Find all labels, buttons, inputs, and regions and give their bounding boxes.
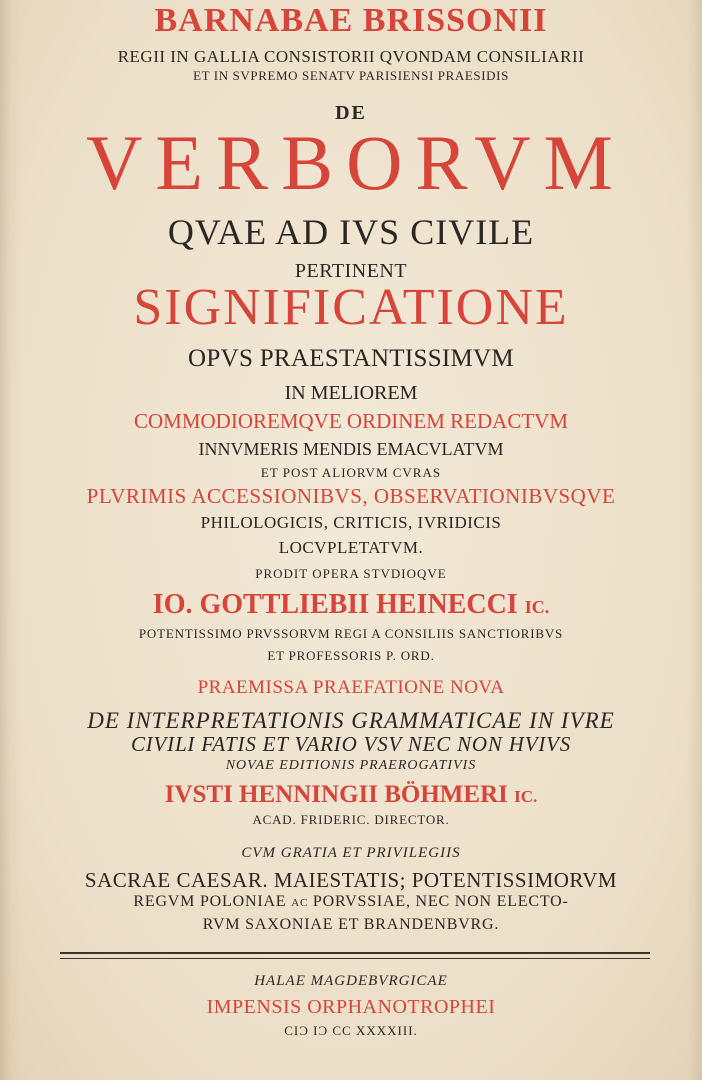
editor-name: IO. GOTTLIEBII HEINECCI — [152, 589, 518, 620]
privilege-line-3: RVM SAXONIAE ET BRANDENBVRG. — [202, 916, 500, 933]
pertinent-word: PERTINENT — [294, 260, 408, 282]
innumeris-line: INNVMERIS MENDIS EMACVLATVM — [198, 439, 504, 459]
imprint-rule-thick — [60, 952, 650, 954]
et-post-line: ET POST ALIORVM CVRAS — [260, 465, 442, 480]
prodit-line: PRODIT OPERA STVDIOQVE — [255, 566, 447, 581]
privilege-line-2 — [0, 894, 702, 910]
imprint-place: HALAE MAGDEBVRGICAE — [254, 973, 448, 989]
in-meliorem-line: IN MELIOREM — [284, 382, 418, 404]
author-office-line-1: REGII IN GALLIA CONSISTORII QVONDAM CONSILIARII — [117, 47, 585, 66]
imprint-rule-thin — [60, 958, 650, 959]
privilege-line-1: SACRAE CAESAR. MAIESTATIS; POTENTISSIMORVM — [84, 868, 618, 892]
opus-line: OPVS PRAESTANTISSIMVM — [188, 345, 514, 372]
privilege-line-2-part-a: REGVM POLONIAE — [133, 893, 287, 910]
bohmer-name: IVSTI HENNINGII BÖHMERI — [164, 781, 508, 808]
quae-ad-ius-civile: QVAE AD IVS CIVILE — [167, 212, 535, 252]
cum-gratia-line: CVM GRATIA ET PRIVILEGIIS — [241, 845, 461, 861]
editor-office-line-2: ET PROFESSORIS P. ORD. — [267, 648, 435, 663]
imprint-year: CIƆ IƆ CC XXXXIII. — [284, 1023, 418, 1038]
bohmer-name-line — [0, 782, 702, 807]
privilege-line-2-part-c: PORVSSIAE, NEC NON ELECTO- — [312, 893, 569, 910]
commodioremque-line: COMMODIOREMQVE ORDINEM REDACTVM — [133, 409, 568, 433]
novae-editionis-line: NOVAE EDITIONIS PRAEROGATIVIS — [225, 758, 477, 773]
locupletatum-line: LOCVPLETATVM. — [278, 538, 424, 557]
philologicis-line: PHILOLOGICIS, CRITICIS, IVRIDICIS — [200, 513, 502, 532]
author-name: BARNABAE BRISSONII — [154, 2, 548, 39]
praemissa-line: PRAEMISSA PRAEFATIONE NOVA — [197, 677, 505, 698]
de-interpretationis-line-2: CIVILI FATIS ET VARIO VSV NEC NON HVIVS — [130, 732, 572, 756]
verborum-heading: VERBORVM — [86, 119, 626, 206]
bohmer-office-line: ACAD. FRIDERIC. DIRECTOR. — [252, 812, 450, 827]
bohmer-suffix: IC. — [514, 787, 538, 806]
de-interpretationis-line-1: DE INTERPRETATIONIS GRAMMATICAE IN IVRE — [87, 708, 615, 733]
author-office-line-2: ET IN SVPREMO SENATV PARISIENSI PRAESIDIS — [193, 68, 509, 83]
plurimis-line: PLVRIMIS ACCESSIONIBVS, OBSERVATIONIBVSQVE — [86, 484, 616, 508]
significatione-heading: SIGNIFICATIONE — [133, 279, 569, 336]
de-word: DE — [335, 102, 367, 124]
imprint-publisher: IMPENSIS ORPHANOTROPHEI — [206, 996, 496, 1018]
editor-name-line — [0, 591, 702, 619]
editor-office-line-1: POTENTISSIMO PRVSSORVM REGI A CONSILIIS SANCTIORIBVS — [138, 626, 564, 641]
editor-suffix: IC. — [524, 597, 550, 617]
privilege-line-2-ac: AC — [291, 897, 309, 909]
